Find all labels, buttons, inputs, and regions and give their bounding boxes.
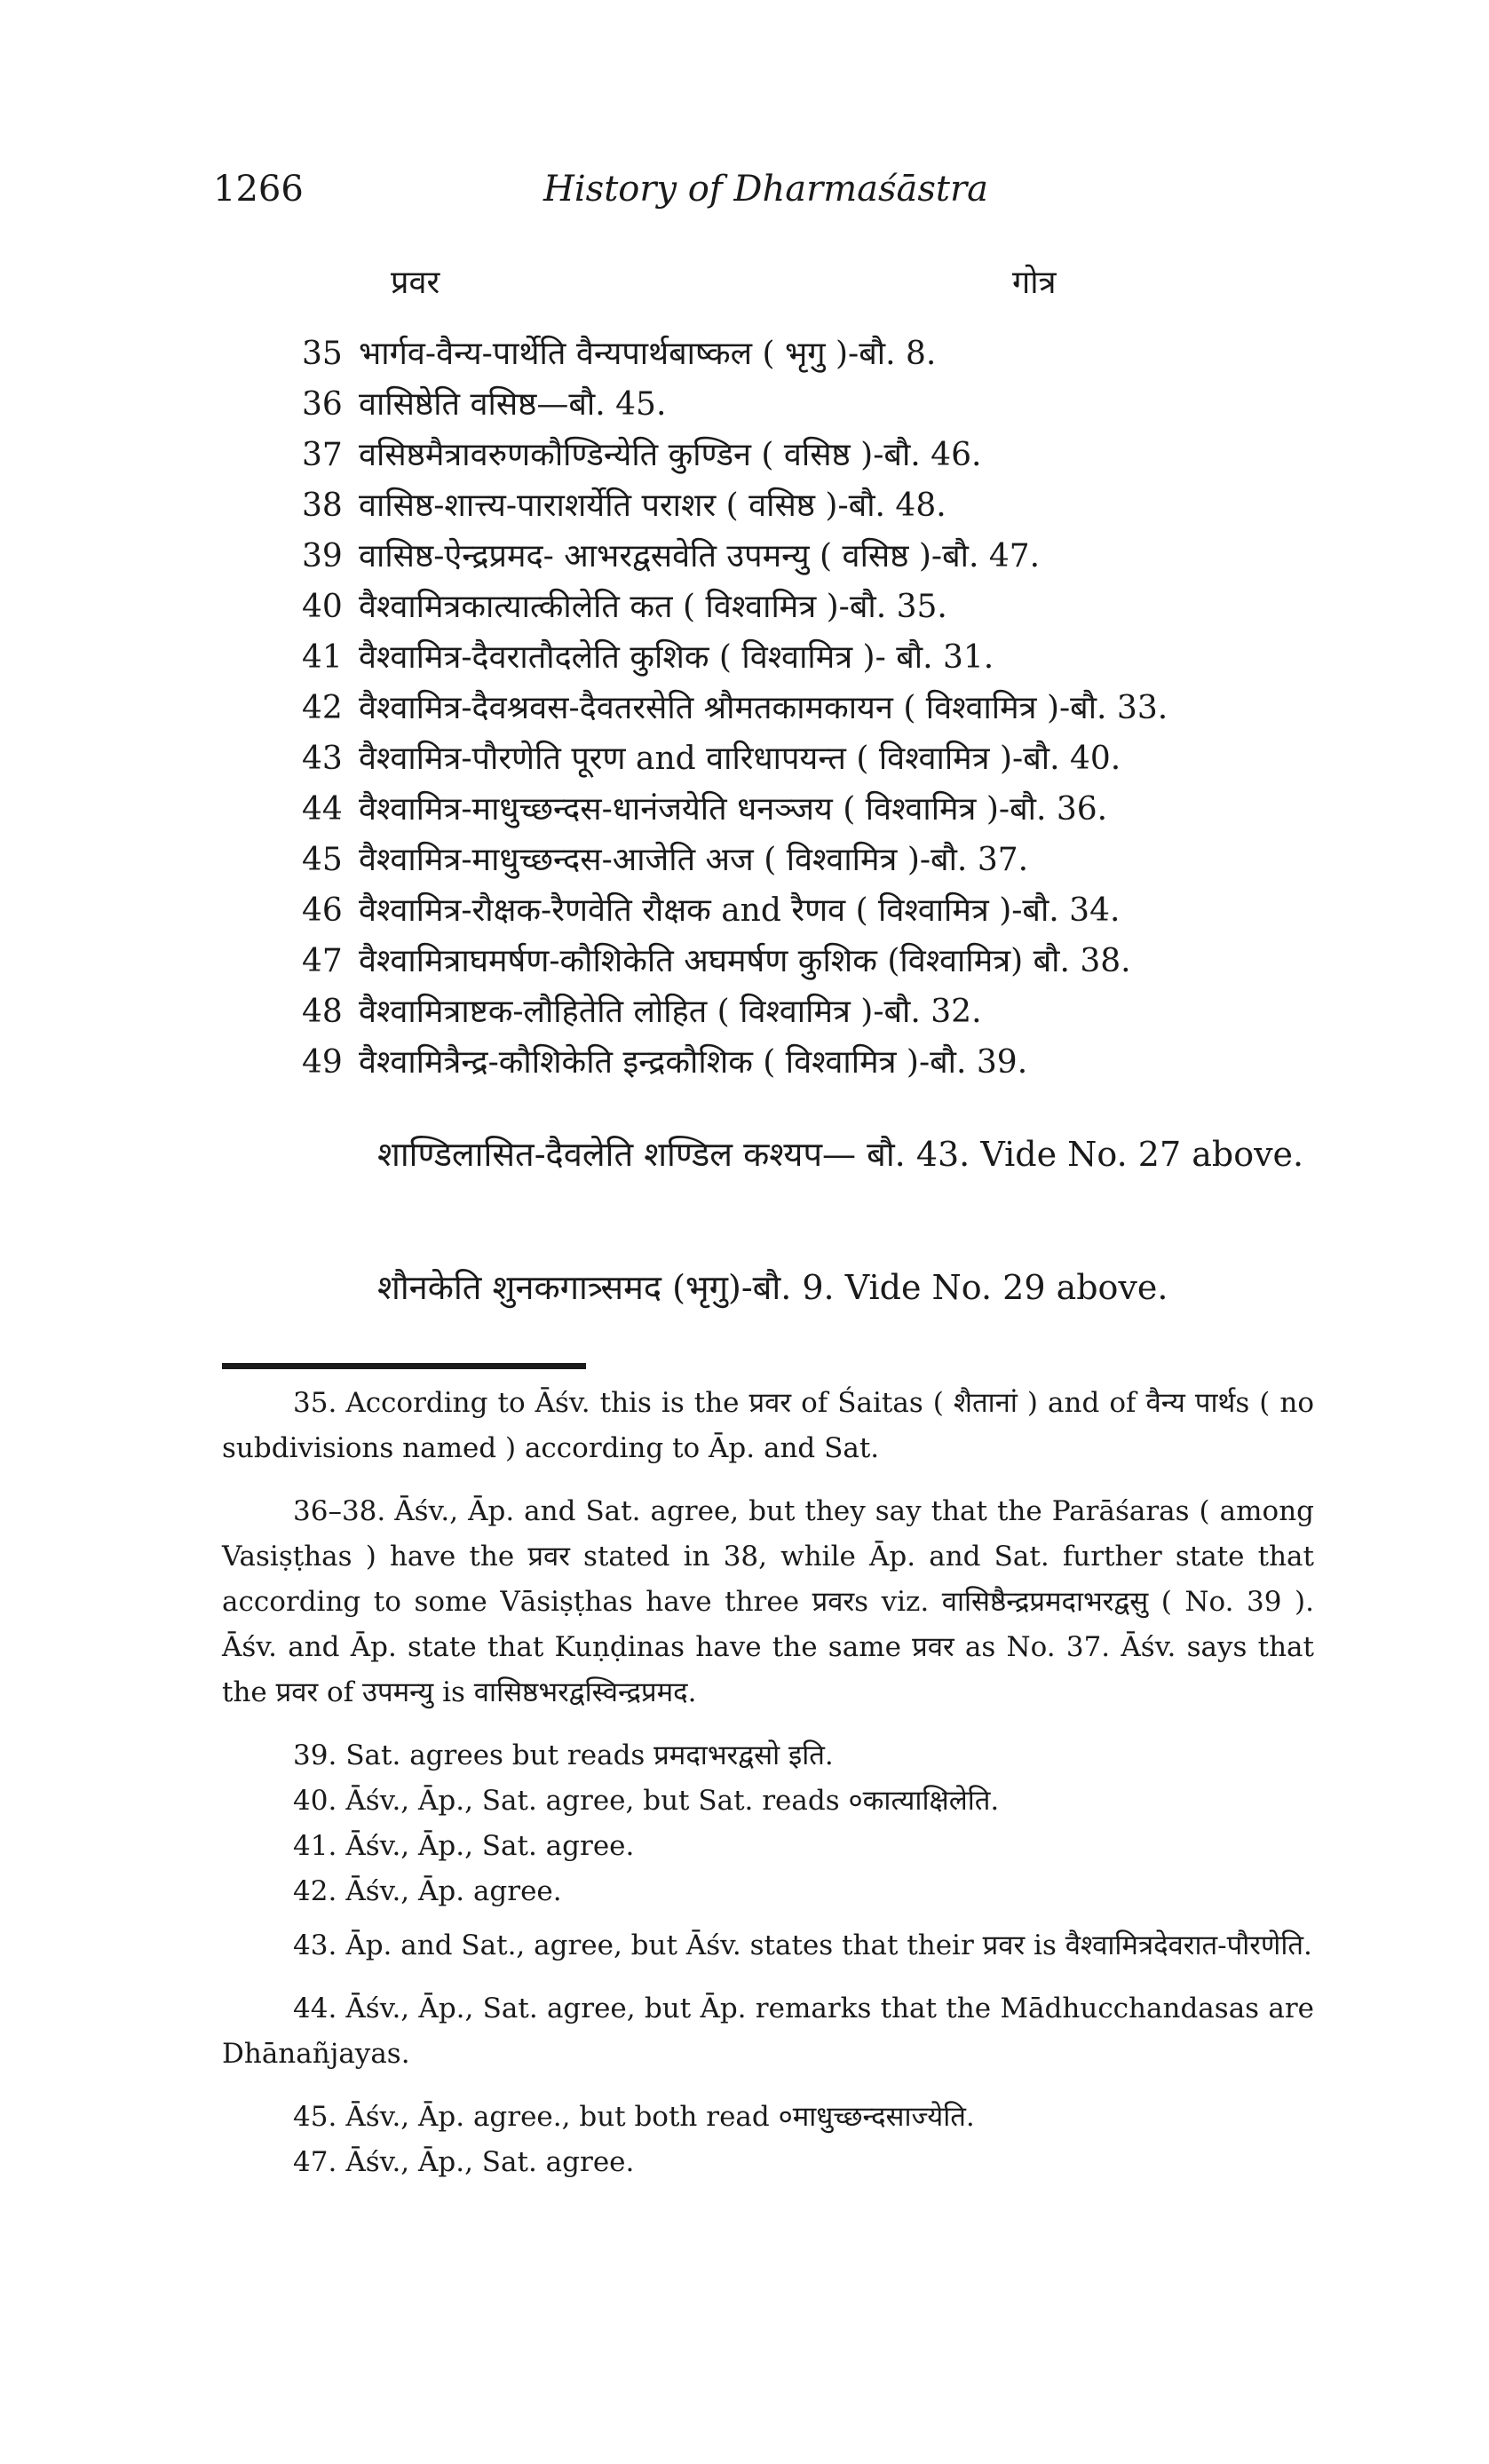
item-text: वैश्वामित्र-माधुच्छन्दस-धानंजयेति धनञ्जय ( विश्वामित्र )-बौ. 36. [359, 791, 1108, 828]
footnote-number: 44. [293, 1993, 337, 2024]
item-text: भार्गव-वैन्य-पार्थेति वैन्यपार्थबाष्कल ( भृगु )-बौ. 8. [359, 336, 937, 372]
footnote-text: Āśv., Āp., Sat. agree. [345, 2146, 635, 2178]
footnote [222, 1986, 1314, 2077]
footnote-number: 35. [293, 1387, 337, 1419]
item-number: 46 [302, 892, 343, 929]
footnote-text: Āśv., Āp. agree., but both read ०माधुच्छन्दसाज्येति. [345, 2101, 975, 2133]
page-number: 1266 [213, 169, 304, 210]
item-number: 44 [302, 791, 343, 828]
item-number: 41 [302, 639, 343, 676]
item-number: 35 [302, 336, 343, 372]
list-item [302, 936, 1305, 986]
footnote [222, 2095, 1314, 2140]
item-text: वासिष्ठ-ऐन्द्रप्रमद- आभरद्वसवेति उपमन्यु ( वसिष्ठ )-बौ. 47. [359, 538, 1041, 574]
item-number: 38 [302, 487, 343, 524]
item-number: 37 [302, 437, 343, 473]
footnote [222, 2140, 1314, 2185]
item-text: वैश्वामित्रैन्द्र-कौशिकेति इन्द्रकौशिक ( विश्वामित्र )-बौ. 39. [359, 1044, 1028, 1081]
footnote-text: Āp. and Sat., agree, but Āśv. states that their प्रवर is वैश्वामित्रदेवरात-पौरणेति. [345, 1929, 1312, 1961]
list-item [302, 683, 1305, 733]
footnote [222, 1923, 1314, 1969]
item-number: 48 [302, 994, 343, 1030]
list-item [302, 430, 1305, 480]
footnote-text: Āśv., Āp. and Sat. agree, but they say that the Parāśaras ( among Vasiṣṭhas ) have the प्रवर stated in 38, while Āp. and Sat. further state that according to some Vāsiṣṭhas have three प्रवरs viz. वासिष्ठैन्द्रप्रमदाभरद्वसु ( No. 39 ). Āśv. and Āp. state that Kuṇḍinas have the same प्रवर as No. 37. Āśv. says that the प्रवर of उपमन्यु is वासिष्ठभरद्वस्विन्द्रप्रमद. [222, 1495, 1314, 1708]
item-text: वैश्वामित्र-माधुच्छन्दस-आजेति अज ( विश्वामित्र )-बौ. 37. [359, 842, 1029, 878]
item-number: 47 [302, 943, 343, 979]
footnote-text: Āśv., Āp. agree. [345, 1875, 562, 1907]
footnote-text: According to Āśv. this is the प्रवर of Śaitas ( शैतानां ) and of वैन्य पार्थs ( no subdivisions named ) according to Āp. and Sat. [222, 1387, 1314, 1464]
footnote [222, 1733, 1314, 1779]
footnote [222, 1869, 1314, 1914]
item-number: 40 [302, 589, 343, 625]
footnote-number: 39. [293, 1739, 337, 1771]
footnote-number: 36–38. [293, 1495, 386, 1527]
item-text: वासिष्ठ-शात्त्य-पाराशर्येति पराशर ( वसिष्ठ )-बौ. 48. [359, 487, 946, 524]
footnote-number: 47. [293, 2146, 337, 2178]
column-heading-gotra: गोत्र [1012, 265, 1057, 301]
item-number: 45 [302, 842, 343, 878]
footnote-text: Āśv., Āp., Sat. agree, but Āp. remarks that the Mādhucchandasas are Dhānañjayas. [222, 1993, 1314, 2070]
item-number: 49 [302, 1044, 343, 1081]
footnote-text: Āśv., Āp., Sat. agree, but Sat. reads ०कात्याक्षिलेति. [345, 1785, 1000, 1817]
list-item [302, 329, 1305, 379]
item-text: वैश्वामित्राघमर्षण-कौशिकेति अघमर्षण कुशिक (विश्वामित्र) बौ. 38. [359, 943, 1131, 979]
footnote-number: 42. [293, 1875, 337, 1907]
spacer [222, 1914, 1314, 1923]
item-text: वसिष्ठमैत्रावरुणकौण्डिन्येति कुण्डिन ( वसिष्ठ )-बौ. 46. [359, 437, 982, 473]
item-text: वैश्वामित्राष्टक-लौहितेति लोहित ( विश्वामित्र )-बौ. 32. [359, 994, 982, 1030]
footnote-rule [222, 1363, 586, 1369]
page-header [213, 169, 1314, 222]
footnote [222, 1489, 1314, 1715]
footnote-text: Sat. agrees but reads प्रमदाभरद्वसो इति. [345, 1739, 834, 1771]
footnote-text: Āśv., Āp., Sat. agree. [345, 1830, 635, 1862]
item-text: वैश्वामित्र-दैवरातौदलेति कुशिक ( विश्वामित्र )- बौ. 31. [359, 639, 994, 676]
item-text: वैश्वामित्र-रौक्षक-रैणवेति रौक्षक and रैणव ( विश्वामित्र )-बौ. 34. [359, 892, 1121, 929]
pravara-list [302, 329, 1305, 1088]
list-item [302, 835, 1305, 885]
list-item [302, 1037, 1305, 1088]
footnote-number: 43. [293, 1929, 337, 1961]
list-item [302, 986, 1305, 1037]
running-title: History of Dharmaśāstra [543, 169, 988, 210]
footnote-number: 40. [293, 1785, 337, 1817]
item-text: वासिष्ठेति वसिष्ठ—बौ. 45. [359, 386, 667, 423]
item-number: 42 [302, 690, 343, 726]
list-item [302, 784, 1305, 835]
item-number: 43 [302, 741, 343, 777]
footnote-number: 41. [293, 1830, 337, 1862]
item-number: 36 [302, 386, 343, 423]
extra-entry-shaunaka: शौनकेति शुनकगात्र्समद (भृगु)-बौ. 9. Vide No. 29 above. [377, 1268, 1168, 1307]
footnote [222, 1824, 1314, 1869]
list-item [302, 582, 1305, 632]
list-item [302, 379, 1305, 430]
footnotes [222, 1381, 1314, 2185]
item-number: 39 [302, 538, 343, 574]
list-item [302, 885, 1305, 936]
list-item [302, 480, 1305, 531]
item-text: वैश्वामित्रकात्यात्कीलेति कत ( विश्वामित्र )-बौ. 35. [359, 589, 947, 625]
footnote [222, 1381, 1314, 1471]
item-text: वैश्वामित्र-दैवश्रवस-दैवतरसेति श्रौमतकामकायन ( विश्वामित्र )-बौ. 33. [359, 690, 1168, 726]
extra-entry-shandila: शाण्डिलासित-दैवलेति शण्डिल कश्यप— बौ. 43. Vide No. 27 above. [377, 1135, 1304, 1174]
list-item [302, 733, 1305, 784]
item-text: वैश्वामित्र-पौरणेति पूरण and वारिधापयन्त ( विश्वामित्र )-बौ. 40. [359, 741, 1121, 777]
list-item [302, 531, 1305, 582]
footnote-number: 45. [293, 2101, 337, 2133]
list-item [302, 632, 1305, 683]
footnote [222, 1779, 1314, 1824]
column-heading-pravara: प्रवर [391, 265, 440, 301]
